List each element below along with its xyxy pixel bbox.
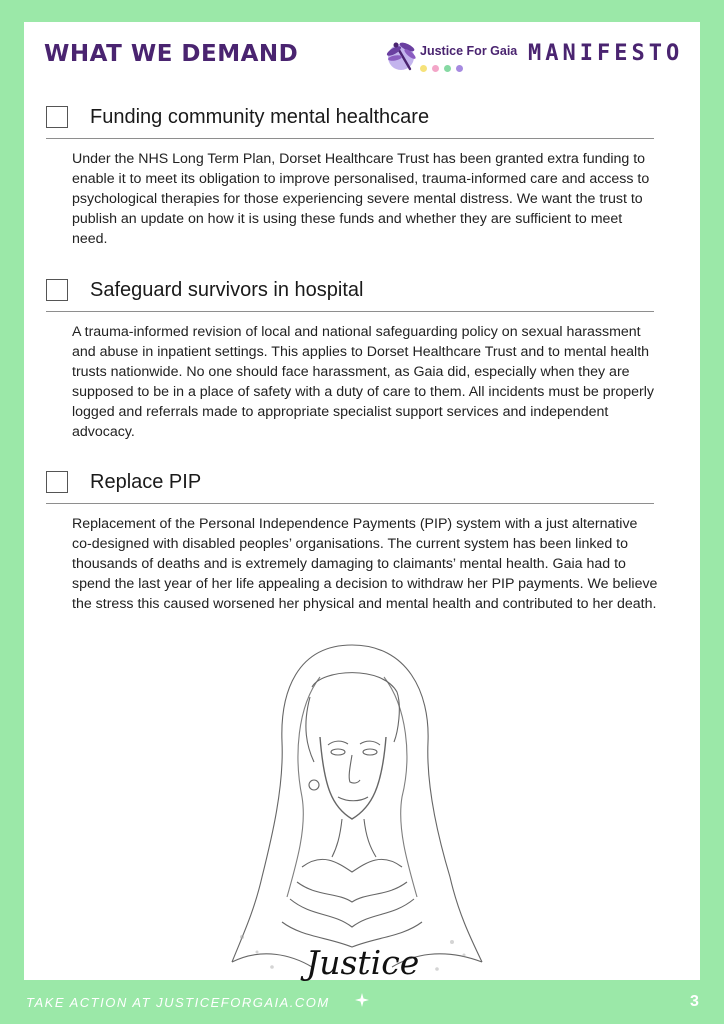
logo-dot (456, 65, 463, 72)
logo-dot (444, 65, 451, 72)
section-body: Under the NHS Long Term Plan, Dorset Healthcare Trust has been granted extra funding to enable it to meet its obligation to improve personalised, trauma-informed care and access to psychological therapies for those experiencing severe mental distress. We want the trust to publish an update on how it is using these funds and whether they are sufficient to meet need. (72, 151, 650, 247)
demand-checkbox[interactable] (46, 106, 68, 128)
logo-text: Justice For Gaia (420, 44, 518, 58)
demand-checkbox[interactable] (46, 279, 68, 301)
portrait-sketch (202, 637, 502, 982)
justice-for-gaia-logo (386, 36, 526, 76)
logo-dot (432, 65, 439, 72)
section-body: Replacement of the Personal Independence Payments (PIP) system with a just alternative co-designed with disabled peoples’ organisations. The current system has been linked to thousands of deaths and is extremely damaging to claimants’ mental health. Gaia had to spend the last year of her life appealing a decision to withdraw her PIP payments. We believe the stress this caused worsened her physical and mental health and contributed to her death. (72, 516, 658, 612)
page-number: 3 (690, 993, 699, 1010)
section-header (46, 471, 654, 504)
signature: Justice (306, 943, 420, 982)
page-heading: WHAT WE DEMAND (44, 41, 299, 67)
section-title: Safeguard survivors in hospital (90, 279, 364, 301)
star-icon (354, 992, 370, 1008)
section-title: Funding community mental healthcare (90, 106, 430, 128)
portrait-illustration (202, 637, 502, 982)
dragonfly-icon (386, 39, 420, 73)
demand-section-funding (46, 106, 654, 249)
demand-checkbox[interactable] (46, 471, 68, 493)
section-header (46, 106, 654, 139)
demand-section-safeguard (46, 279, 654, 442)
logo-dots (420, 65, 463, 72)
section-body: A trauma-informed revision of local and national safeguarding policy on sexual harassment and abuse in inpatient settings. This applies to Dorset Healthcare Trust and to mental health trusts nationwide. No one should face harassment, as Gaia did, especially when they are supposed to be in a place of safety with a duty of care to them. All incidents must be properly logged and referrals made to appropriate specialist support services and independent advocacy. (72, 324, 655, 440)
footer-call-to-action[interactable]: TAKE ACTION AT JUSTICEFORGAIA.COM (26, 995, 330, 1010)
manifesto-title: MANIFESTO (528, 41, 684, 66)
section-title: Replace PIP (90, 471, 202, 493)
section-header (46, 279, 654, 312)
manifesto-page (24, 22, 700, 980)
demand-section-pip (46, 471, 658, 614)
logo-dot (420, 65, 427, 72)
